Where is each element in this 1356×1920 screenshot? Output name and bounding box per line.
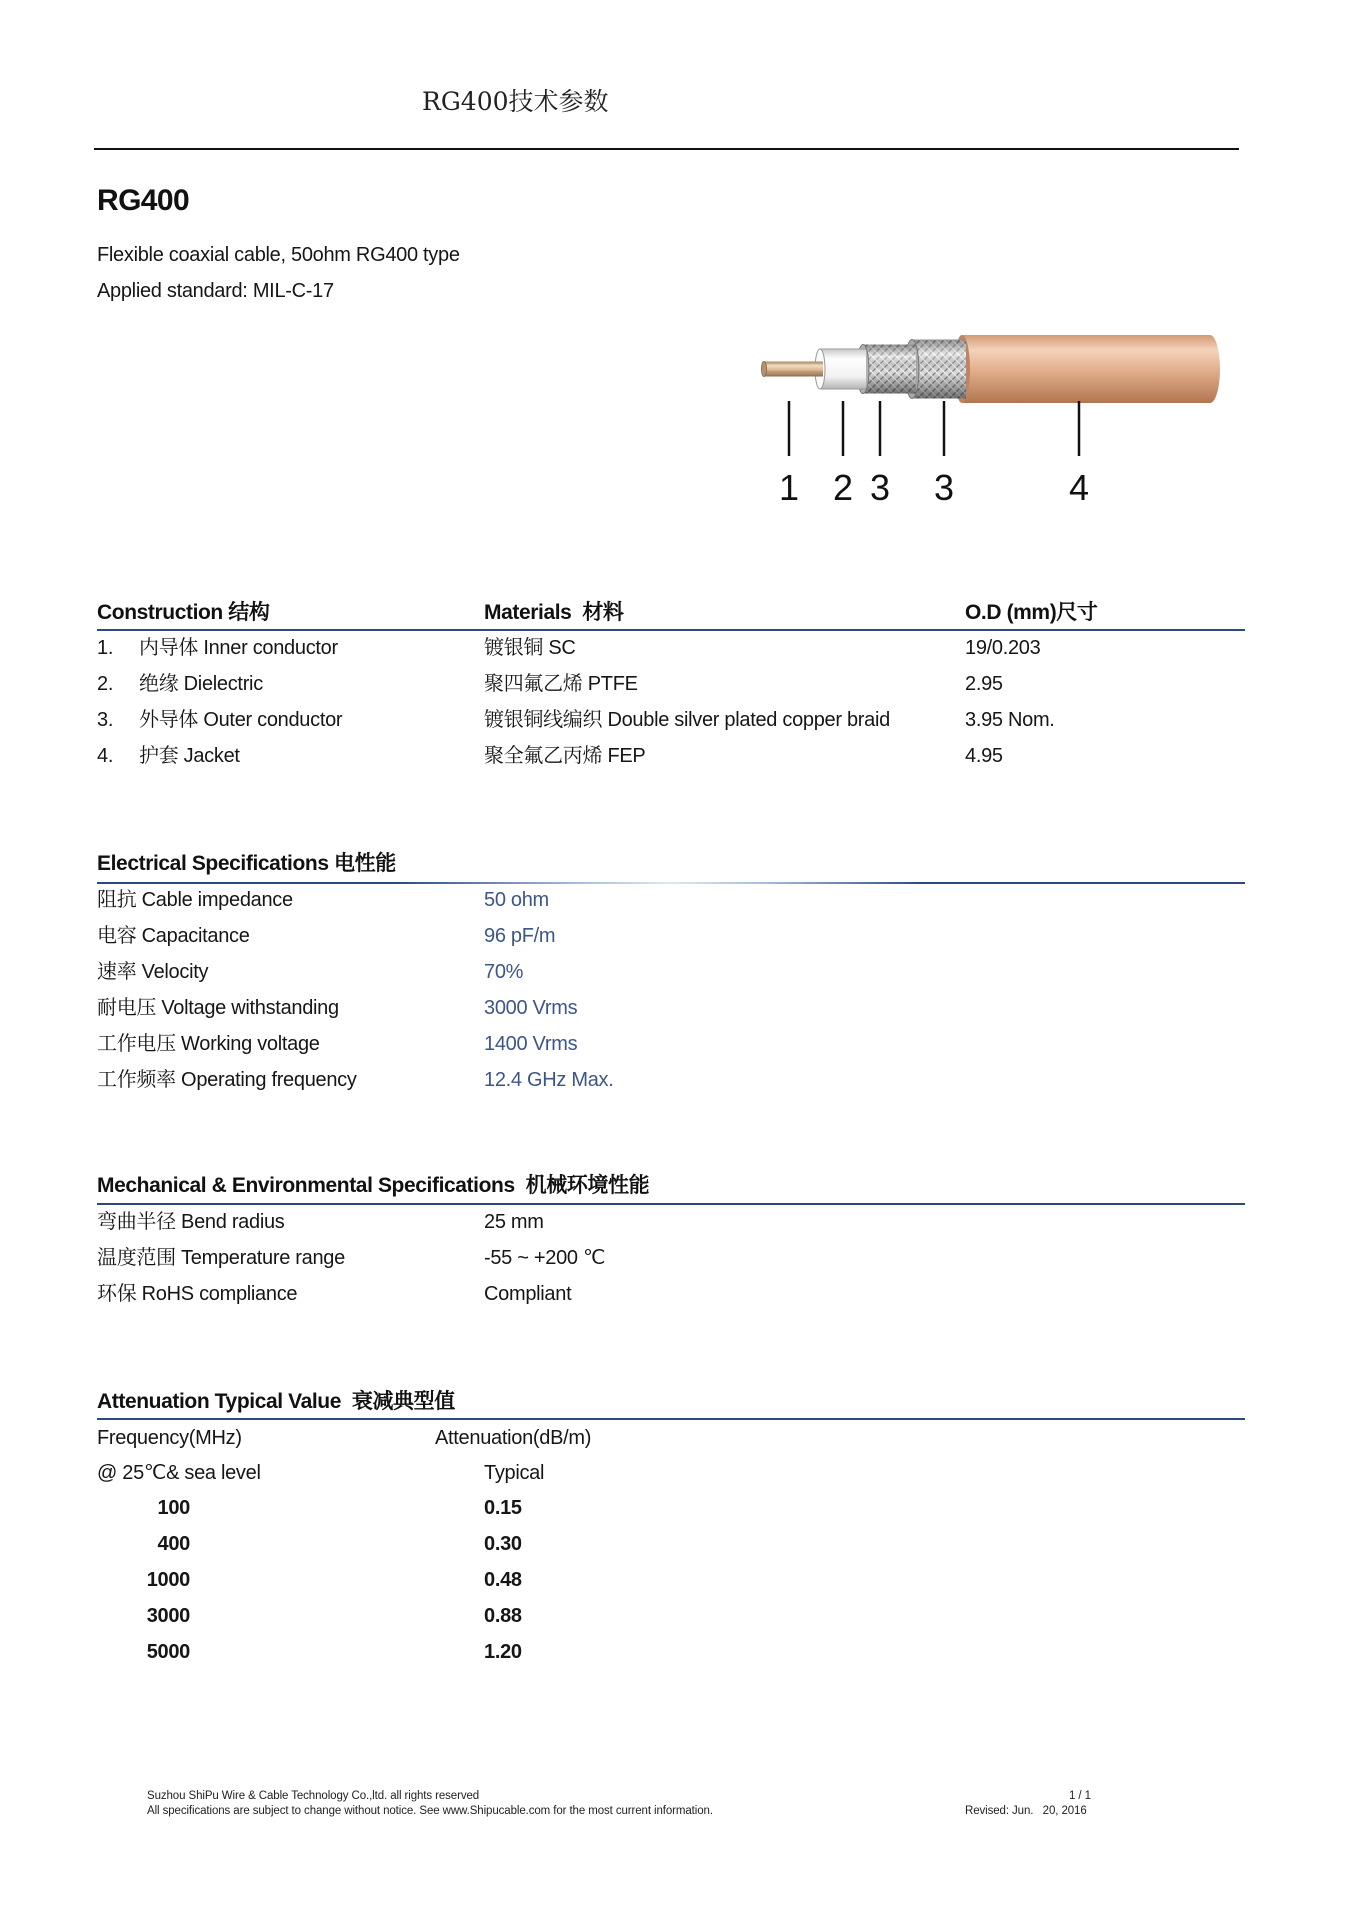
applied-standard: Applied standard: MIL-C-17 bbox=[97, 280, 334, 302]
frequency-value: 400 bbox=[157, 1533, 190, 1555]
frequency-value: 100 bbox=[157, 1497, 190, 1519]
attenuation-value: 0.30 bbox=[484, 1533, 522, 1555]
spec-label: 温度范围 Temperature range bbox=[97, 1247, 345, 1269]
footer-company: Suzhou ShiPu Wire & Cable Technology Co.,ltd. all rights reserved bbox=[147, 1790, 480, 1802]
test-condition: @ 25℃& sea level bbox=[97, 1462, 261, 1484]
frequency-value: 5000 bbox=[146, 1641, 190, 1663]
od-heading: O.D (mm)尺寸 bbox=[965, 601, 1098, 624]
part-label-1: 1 bbox=[778, 467, 800, 508]
part-label-3a: 3 bbox=[869, 467, 891, 508]
row-number: 3. bbox=[97, 709, 114, 731]
footer-page-number: 1 / 1 bbox=[1069, 1790, 1091, 1802]
spec-value: 25 mm bbox=[484, 1211, 544, 1233]
component-od: 3.95 Nom. bbox=[965, 709, 1055, 731]
cable-diagram bbox=[740, 320, 1250, 520]
attenuation-column-header: Attenuation(dB/m) bbox=[435, 1427, 592, 1449]
document-title: RG400技术参数 bbox=[422, 87, 609, 116]
component-od: 2.95 bbox=[965, 673, 1003, 695]
component-material: 镀银铜线编织 Double silver plated copper braid bbox=[484, 709, 890, 731]
component-material: 聚四氟乙烯 PTFE bbox=[484, 673, 638, 695]
component-od: 4.95 bbox=[965, 745, 1003, 767]
spec-value: 70% bbox=[484, 961, 524, 983]
footer-notice: All specifications are subject to change without notice. See www.Shipucable.com for the most current information. bbox=[147, 1805, 713, 1817]
spec-label: 阻抗 Cable impedance bbox=[97, 889, 293, 911]
frequency-value: 1000 bbox=[146, 1569, 190, 1591]
attenuation-value: 0.88 bbox=[484, 1605, 522, 1627]
footer-revised-date: Revised: Jun. 20, 2016 bbox=[965, 1805, 1087, 1817]
attenuation-value: 0.48 bbox=[484, 1569, 522, 1591]
part-label-2: 2 bbox=[832, 467, 854, 508]
component-od: 19/0.203 bbox=[965, 637, 1041, 659]
part-label-4: 4 bbox=[1068, 467, 1090, 508]
spec-value: 1400 Vrms bbox=[484, 1033, 578, 1055]
spec-label: 工作电压 Working voltage bbox=[97, 1033, 320, 1055]
frequency-column-header: Frequency(MHz) bbox=[97, 1427, 242, 1449]
inner-conductor bbox=[762, 362, 824, 377]
component-name: 内导体 Inner conductor bbox=[139, 637, 338, 659]
mechanical-heading: Mechanical & Environmental Specifications 机械环境性能 bbox=[97, 1174, 650, 1197]
spec-label: 速率 Velocity bbox=[97, 961, 209, 983]
row-number: 4. bbox=[97, 745, 114, 767]
spec-label: 弯曲半径 Bend radius bbox=[97, 1211, 285, 1233]
inner-conductor-end bbox=[762, 362, 767, 377]
attenuation-heading: Attenuation Typical Value 衰减典型值 bbox=[97, 1390, 455, 1413]
product-name: RG400 bbox=[97, 184, 190, 217]
spec-value: -55 ~ +200 ℃ bbox=[484, 1247, 606, 1269]
jacket bbox=[954, 335, 1220, 403]
attenuation-value: 0.15 bbox=[484, 1497, 522, 1519]
spec-label: 耐电压 Voltage withstanding bbox=[97, 997, 339, 1019]
row-number: 2. bbox=[97, 673, 114, 695]
row-number: 1. bbox=[97, 637, 114, 659]
attenuation-divider bbox=[97, 1418, 1245, 1420]
component-material: 聚全氟乙丙烯 FEP bbox=[484, 745, 646, 767]
component-name: 护套 Jacket bbox=[139, 745, 240, 767]
spec-value: 50 ohm bbox=[484, 889, 549, 911]
spec-label: 工作频率 Operating frequency bbox=[97, 1069, 357, 1091]
component-name: 外导体 Outer conductor bbox=[139, 709, 343, 731]
electrical-heading: Electrical Specifications 电性能 bbox=[97, 852, 396, 875]
spec-value: 12.4 GHz Max. bbox=[484, 1069, 614, 1091]
product-description: Flexible coaxial cable, 50ohm RG400 type bbox=[97, 244, 460, 266]
spec-label: 环保 RoHS compliance bbox=[97, 1283, 298, 1305]
component-material: 镀银铜 SC bbox=[484, 637, 576, 659]
spec-value: 3000 Vrms bbox=[484, 997, 578, 1019]
spec-value: Compliant bbox=[484, 1283, 572, 1305]
frequency-value: 3000 bbox=[146, 1605, 190, 1627]
materials-heading: Materials 材料 bbox=[484, 601, 624, 624]
spec-label: 电容 Capacitance bbox=[97, 925, 250, 947]
attenuation-value: 1.20 bbox=[484, 1641, 522, 1663]
construction-heading: Construction 结构 bbox=[97, 601, 270, 624]
component-name: 绝缘 Dielectric bbox=[139, 673, 263, 695]
header-divider bbox=[94, 148, 1239, 150]
typical-column-header: Typical bbox=[484, 1462, 545, 1484]
part-label-3b: 3 bbox=[933, 467, 955, 508]
spec-value: 96 pF/m bbox=[484, 925, 556, 947]
